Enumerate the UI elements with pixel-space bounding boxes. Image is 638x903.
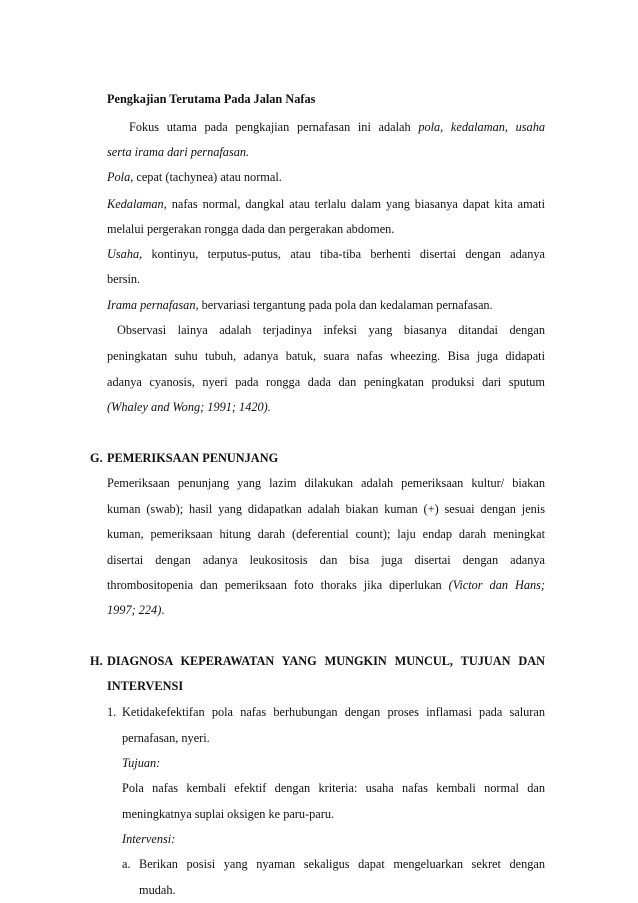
kedalaman-line-2: melalui pergerakan rongga dada dan pergerakan abdomen. (107, 221, 395, 236)
usaha-text: kontinyu, terputus-putus, atau tiba-tiba berhenti disertai dengan adanya (142, 247, 545, 262)
item-1-tujuan-label: Tujuan: (122, 756, 161, 770)
section-g-citation-part1: (Victor dan Hans; (448, 577, 545, 592)
kedalaman-line-1 (107, 198, 545, 210)
pola-text: , cepat (tachynea) atau normal. (130, 170, 282, 185)
section-h-heading-line-1: DIAGNOSA KEPERAWATAN YANG MUNGKIN MUNCUL, TUJUAN DAN (107, 653, 545, 668)
item-1-diagnosis-line-2: pernafasan, nyeri. (122, 730, 210, 745)
usaha-term: Usaha, (107, 247, 143, 262)
breathing-intro-text: Fokus utama pada pengkajian pernafasan ini adalah (129, 119, 419, 134)
section-h-heading-line-2: INTERVENSI (107, 679, 184, 694)
pola-line (107, 171, 282, 183)
pola-term: Pola (107, 170, 131, 185)
observasi-citation: (Whaley and Wong; 1991; 1420). (107, 399, 271, 414)
observasi-line-1: Observasi lainya adalah terjadinya infeksi yang biasanya ditandai dengan (117, 323, 545, 337)
section-g-line-1: Pemeriksaan penunjang yang lazim dilakukan adalah pemeriksaan kultur/ biakan (107, 475, 545, 490)
section-g-marker: G. (90, 450, 103, 465)
section-g-line-2: kuman (swab); hasil yang didapatkan adalah biakan kuman (+) sesuai dengan jenis (107, 502, 545, 516)
breathing-intro-line-2: serta irama dari pernafasan. (107, 144, 250, 159)
breathing-intro-line-1 (129, 121, 545, 133)
section-g-line-4: disertai dengan adanya leukositosis dan bisa juga disertai dengan adanya (107, 552, 545, 567)
item-1-tujuan-line-1: Pola nafas kembali efektif dengan kriteria: usaha nafas kembali normal dan (122, 781, 545, 796)
section-g-citation-part2: 1997; 224) (107, 603, 162, 618)
section-h-marker: H. (90, 653, 103, 668)
usaha-line-1 (107, 248, 545, 260)
section-g-line-5-text: thrombositopenia dan pemeriksaan foto thoraks jika diperlukan (107, 577, 449, 592)
kedalaman-term: Kedalaman, (107, 196, 167, 211)
irama-line (107, 299, 493, 311)
kedalaman-text: nafas normal, dangkal atau terlalu dalam yang biasanya dapat kita amati (166, 196, 545, 211)
sub-item-a-marker: a. (122, 857, 131, 872)
item-1-intervensi-label: Intervensi: (122, 831, 176, 846)
section-g-line-6 (107, 604, 164, 616)
observasi-line-2: peningkatan suhu tubuh, adanya batuk, suara nafas wheezing. Bisa juga didapati (107, 349, 545, 364)
item-1-diagnosis-line-1: Ketidakefektifan pola nafas berhubungan dengan proses inflamasi pada saluran (122, 705, 545, 720)
section-g-heading: PEMERIKSAAN PENUNJANG (107, 450, 279, 465)
usaha-line-2: bersin. (107, 272, 141, 287)
sub-item-a-line-1: Berikan posisi yang nyaman sekaligus dapat mengeluarkan sekret dengan (139, 857, 545, 872)
item-1-number: 1. (107, 705, 117, 720)
irama-term: Irama pernafasan, (107, 297, 199, 312)
item-1-tujuan-line-2: meningkatnya suplai oksigen ke paru-paru. (122, 806, 335, 821)
section-g-citation-end: . (161, 603, 165, 618)
breathing-intro-italic: pola, kedalaman, usaha (418, 119, 545, 134)
section-g-line-5 (107, 579, 545, 591)
sub-item-a-line-2: mudah. (139, 882, 176, 897)
irama-text: bervariasi tergantung pada pola dan kedalaman pernafasan. (198, 297, 493, 312)
observasi-line-3: adanya cyanosis, nyeri pada rongga dada dan peningkatan produksi dari sputum (107, 374, 545, 389)
section-g-line-3: kuman, pemeriksaan hitung darah (deferential count); laju endap darah meningkat (107, 527, 545, 542)
section-heading-breathing: Pengkajian Terutama Pada Jalan Nafas (107, 92, 316, 107)
